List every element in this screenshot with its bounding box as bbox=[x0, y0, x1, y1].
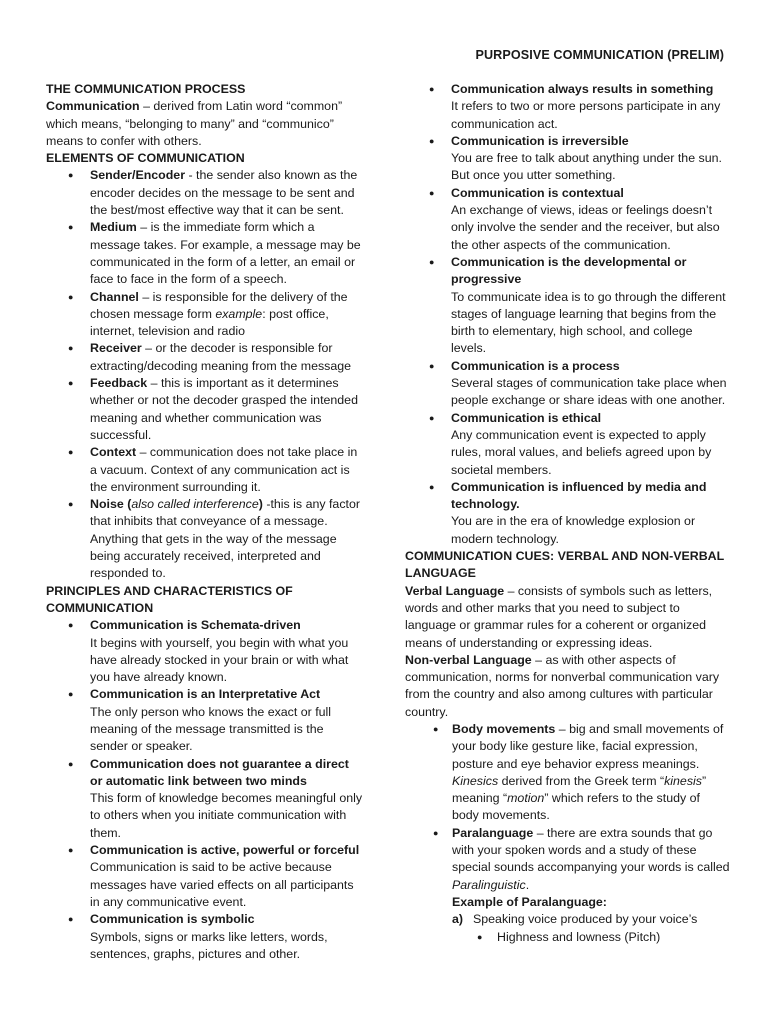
body-text: ” which refers to the study of body movements. bbox=[452, 791, 700, 823]
verbal-paragraph bbox=[405, 583, 730, 652]
element-term: Feedback bbox=[90, 376, 148, 391]
element-text: - the sender also known as the encoder decides on the message to be sent and the best/most effective way that it can be sent. bbox=[90, 168, 358, 218]
verbal-term: Verbal Language bbox=[405, 583, 505, 598]
list-item bbox=[405, 358, 730, 410]
body-italic: Kinesics bbox=[452, 773, 499, 788]
element-term: Medium bbox=[90, 220, 137, 235]
bullet-icon: ● bbox=[68, 620, 74, 631]
intro-term: Communication bbox=[46, 99, 140, 114]
list-item bbox=[405, 133, 730, 185]
principle-text: Any communication event is expected to apply rules, moral values, and beliefs agreed upon by societal members. bbox=[451, 427, 712, 477]
list-item bbox=[405, 929, 730, 946]
list-item bbox=[405, 721, 730, 825]
body-text: ” meaning “ bbox=[452, 773, 707, 806]
intro-text: – derived from Latin word “common” which means, “belonging to many” and “communico” means to confer with others. bbox=[46, 99, 343, 148]
principle-text: It begins with yourself, you begin with what you have already stocked in your brain or with what you have already known. bbox=[90, 635, 349, 685]
element-text: : post office, internet, television and radio bbox=[90, 306, 329, 339]
body-italic: kinesis bbox=[664, 773, 702, 788]
principle-text: You are in the era of knowledge explosion or modern technology. bbox=[451, 514, 696, 546]
para-text: . bbox=[525, 877, 530, 892]
para-italic: Paralinguistic bbox=[452, 877, 526, 892]
page-header: PURPOSIVE COMMUNICATION (PRELIM) bbox=[475, 48, 724, 62]
bullet-icon: ● bbox=[433, 723, 439, 734]
element-term: Noise bbox=[90, 497, 124, 512]
verbal-text: – consists of symbols such as letters, words and other marks that you need to subject to language or grammar rules for a coherent or organized means of understanding or expressing ideas. bbox=[405, 583, 713, 650]
bullet-icon: ● bbox=[429, 135, 435, 146]
bullet-icon: ● bbox=[429, 412, 435, 423]
body-text: – big and small movements of your body like gesture like, facial expression, posture and eye behavior express meanings. bbox=[452, 721, 724, 771]
bullet-icon: ● bbox=[68, 222, 74, 233]
element-term: Context bbox=[90, 445, 137, 460]
element-term: ( bbox=[123, 497, 132, 512]
list-item bbox=[405, 81, 730, 133]
principle-title: Communication is irreversible bbox=[451, 133, 629, 148]
bullet-icon: ● bbox=[68, 499, 74, 510]
para-term: Paralanguage bbox=[452, 825, 534, 840]
element-term: ) bbox=[258, 497, 263, 512]
bullet-icon: ● bbox=[68, 343, 74, 354]
list-item bbox=[46, 219, 364, 288]
list-item bbox=[405, 410, 730, 479]
list-item bbox=[46, 911, 364, 963]
bullet-icon: ● bbox=[429, 360, 435, 371]
principles-heading: PRINCIPLES AND CHARACTERISTICS OF COMMUNICATION bbox=[46, 583, 293, 615]
list-item bbox=[46, 444, 364, 496]
principle-text: Communication is said to be active because messages have varied effects on all participants in any communicative event. bbox=[90, 860, 354, 909]
example-sub-text: Highness and lowness (Pitch) bbox=[497, 929, 661, 944]
element-text: – or the decoder is responsible for extracting/decoding meaning from the message bbox=[90, 341, 352, 373]
body-italic: motion bbox=[507, 791, 545, 806]
bullet-icon: ● bbox=[433, 827, 439, 838]
bullet-icon: ● bbox=[68, 914, 74, 925]
list-item bbox=[46, 496, 364, 582]
bullet-icon: ● bbox=[68, 378, 74, 389]
element-text: – this is important as it determines whether or not the decoder grasped the intended meaning and whether communication was successful. bbox=[90, 376, 358, 442]
list-item bbox=[46, 167, 364, 219]
section-title: THE COMMUNICATION PROCESS bbox=[46, 82, 246, 96]
principle-title: Communication is the developmental or progressive bbox=[451, 254, 687, 287]
principle-text: To communicate idea is to go through the different stages of language learning that begins from the birth to elementary, high school, and college levels. bbox=[451, 289, 726, 356]
principle-text: Several stages of communication take place when people exchange or share ideas with one another. bbox=[451, 376, 727, 408]
bullet-icon: ● bbox=[68, 291, 74, 302]
bullet-icon: ● bbox=[68, 170, 74, 181]
bullet-icon: ● bbox=[68, 845, 74, 856]
list-item bbox=[405, 185, 730, 254]
list-item bbox=[46, 289, 364, 341]
list-item bbox=[46, 686, 364, 755]
principle-title: Communication is symbolic bbox=[90, 912, 255, 927]
element-text: – is responsible for the delivery of the chosen message form bbox=[90, 289, 348, 321]
example-heading: Example of Paralanguage: bbox=[452, 894, 607, 909]
list-marker: a) bbox=[452, 912, 464, 927]
principle-title: Communication is contextual bbox=[451, 185, 624, 200]
list-item bbox=[405, 911, 730, 928]
list-item bbox=[405, 825, 730, 894]
list-item bbox=[405, 254, 730, 358]
principle-title: Communication is influenced by media and technology. bbox=[451, 479, 707, 512]
bullet-icon: ● bbox=[68, 689, 74, 700]
principle-text: This form of knowledge becomes meaningful only to others when you initiate communication with them. bbox=[90, 791, 363, 840]
bullet-icon: ● bbox=[68, 758, 74, 769]
element-text: -this is any factor that inhibits that conveyance of a message. Anything that gets in the way of the message being accurately received, interpreted and responded to. bbox=[90, 497, 360, 581]
element-text: – communication does not take place in a vacuum. Context of any communication act is the environment surrounding it. bbox=[90, 445, 358, 494]
bullet-icon: ● bbox=[429, 187, 435, 198]
bullet-icon: ● bbox=[68, 447, 74, 458]
nonverbal-text: – as with other aspects of communication, norms for nonverbal communication vary from the country and also among cultures with particular country. bbox=[405, 652, 720, 719]
intro-paragraph bbox=[46, 98, 364, 150]
bullet-icon: ● bbox=[429, 481, 435, 492]
element-term: Receiver bbox=[90, 341, 142, 356]
principle-text: The only person who knows the exact or full meaning of the message transmitted is the sender or speaker. bbox=[90, 704, 332, 754]
element-italic: example bbox=[215, 306, 263, 321]
principle-text: You are free to talk about anything under the sun. But once you utter something. bbox=[451, 151, 722, 183]
element-term: Sender/Encoder bbox=[90, 168, 186, 183]
principle-title: Communication is ethical bbox=[451, 410, 602, 425]
principle-title: Communication is active, powerful or forceful bbox=[90, 843, 360, 858]
body-text: derived from the Greek term “ bbox=[498, 773, 665, 788]
list-item bbox=[405, 479, 730, 548]
list-item bbox=[46, 756, 364, 842]
list-item bbox=[46, 340, 364, 375]
list-item bbox=[46, 617, 364, 686]
list-item bbox=[46, 375, 364, 444]
left-column bbox=[46, 81, 364, 963]
nonverbal-term: Non-verbal Language bbox=[405, 652, 532, 667]
element-italic: also called interference bbox=[131, 497, 259, 512]
bullet-icon: ● bbox=[429, 256, 435, 267]
element-term: Channel bbox=[90, 289, 139, 304]
elements-heading: ELEMENTS OF COMMUNICATION bbox=[46, 151, 245, 166]
cues-heading: COMMUNICATION CUES: VERBAL AND NON-VERBAL LANGUAGE bbox=[405, 549, 724, 581]
nonverbal-paragraph bbox=[405, 652, 730, 721]
principle-title: Communication always results in something bbox=[451, 82, 714, 96]
principle-text: An exchange of views, ideas or feelings doesn’t only involve the sender and the receiver, but also the other aspects of the communication. bbox=[451, 203, 720, 252]
example-text: Speaking voice produced by your voice’s bbox=[473, 912, 698, 927]
principle-title: Communication is a process bbox=[451, 358, 620, 373]
principle-text: It refers to two or more persons participate in any communication act. bbox=[451, 99, 721, 131]
bullet-icon: ● bbox=[477, 931, 483, 942]
principle-text: Symbols, signs or marks like letters, words, sentences, graphs, pictures and other. bbox=[90, 929, 328, 961]
principle-title: Communication does not guarantee a direct or automatic link between two minds bbox=[90, 756, 349, 788]
principle-title: Communication is Schemata-driven bbox=[90, 618, 301, 633]
principle-title: Communication is an Interpretative Act bbox=[90, 687, 321, 702]
list-item bbox=[46, 842, 364, 911]
body-term: Body movements bbox=[452, 721, 556, 736]
right-column bbox=[405, 81, 730, 946]
para-text: – there are extra sounds that go with your spoken words and a study of these special sounds accompanying your words is called bbox=[452, 825, 730, 875]
element-text: – is the immediate form which a message takes. For example, a message may be communicated in the form of a letter, an email or face to face in the form of a speech. bbox=[90, 220, 361, 287]
bullet-icon: ● bbox=[429, 84, 435, 94]
